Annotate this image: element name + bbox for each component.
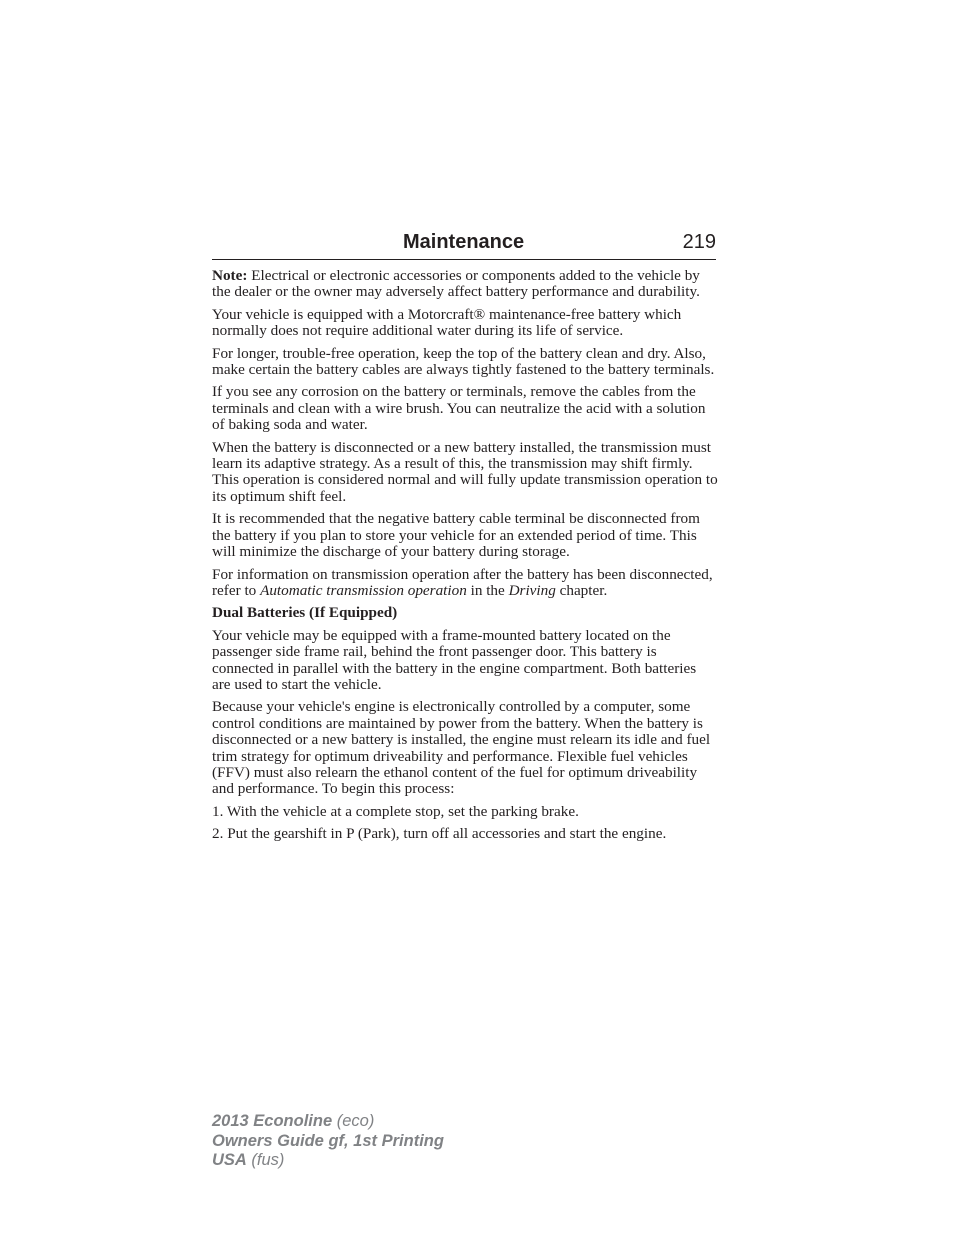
- footer-line-model: [212, 1112, 444, 1132]
- note-text: Electrical or electronic accessories or components added to the vehicle by the dealer or the owner may adversely affect battery performance and durability.: [212, 267, 700, 301]
- reference-link-transmission: Automatic transmission operation: [260, 581, 467, 599]
- note-paragraph: [212, 268, 718, 301]
- footer-market-code: (fus): [246, 1151, 285, 1169]
- footer-line-market: [212, 1151, 444, 1171]
- note-label: Note:: [212, 267, 248, 284]
- footer-line-guide: Owners Guide gf, 1st Printing: [212, 1131, 444, 1150]
- section-title: Maintenance: [403, 231, 525, 253]
- reference-text-a: For information on transmission operation after the battery has been disconnected, refer to: [212, 565, 713, 599]
- reference-link-driving: Driving: [508, 581, 556, 599]
- page-body: [212, 268, 718, 849]
- footer-model: 2013 Econoline: [212, 1112, 333, 1130]
- footer-market: USA: [212, 1151, 247, 1169]
- storage-paragraph: It is recommended that the negative battery cable terminal be disconnected from the battery if you plan to store your vehicle for an extended period of time. This will minimize the discharge of your battery during storage.: [212, 510, 700, 561]
- step-2: 2. Put the gearshift in P (Park), turn off all accessories and start the engine.: [212, 825, 667, 843]
- subheading-dual-batteries: Dual Batteries (If Equipped): [212, 604, 398, 622]
- reference-text-c: chapter.: [555, 581, 608, 599]
- relearn-paragraph: Because your vehicle's engine is electronically controlled by a computer, some control conditions are maintained by power from the battery. When the battery is disconnected or a new battery is installed, the engine must relearn its idle and fuel trim strategy for optimum driveability and performance. Flexible fuel vehicles (FFV) must also relearn the ethanol content of the fuel for optimum driveability and performance. To begin this process:: [212, 698, 711, 798]
- page-number: 219: [682, 231, 716, 253]
- battery-paragraph: Your vehicle is equipped with a Motorcraft® maintenance-free battery which normally does not require additional water during its life of service.: [212, 305, 682, 340]
- step-1: 1. With the vehicle at a complete stop, set the parking brake.: [212, 802, 579, 820]
- page-footer: [212, 1112, 444, 1171]
- dual-battery-paragraph: Your vehicle may be equipped with a frame-mounted battery located on the passenger side frame rail, behind the front passenger door. This battery is connected in parallel with the battery in the engine compartment. Both batteries are used to start the vehicle.: [212, 626, 697, 693]
- footer-model-code: (eco): [332, 1112, 375, 1130]
- transmission-paragraph: When the battery is disconnected or a new battery installed, the transmission must learn its adaptive strategy. As a result of this, the transmission may shift firmly. This operation is considered normal and will fully update transmission operation to its optimum shift feel.: [212, 438, 718, 505]
- page-header: [212, 229, 716, 260]
- reference-text-b: in the: [466, 581, 509, 599]
- corrosion-paragraph: If you see any corrosion on the battery or terminals, remove the cables from the terminals and clean with a wire brush. You can neutralize the acid with a solution of baking soda and water.: [212, 383, 706, 434]
- reference-paragraph: [212, 567, 718, 600]
- battery-care-paragraph: For longer, trouble-free operation, keep the top of the battery clean and dry. Also, make certain the battery cables are always tightly fastened to the battery terminals.: [212, 344, 715, 379]
